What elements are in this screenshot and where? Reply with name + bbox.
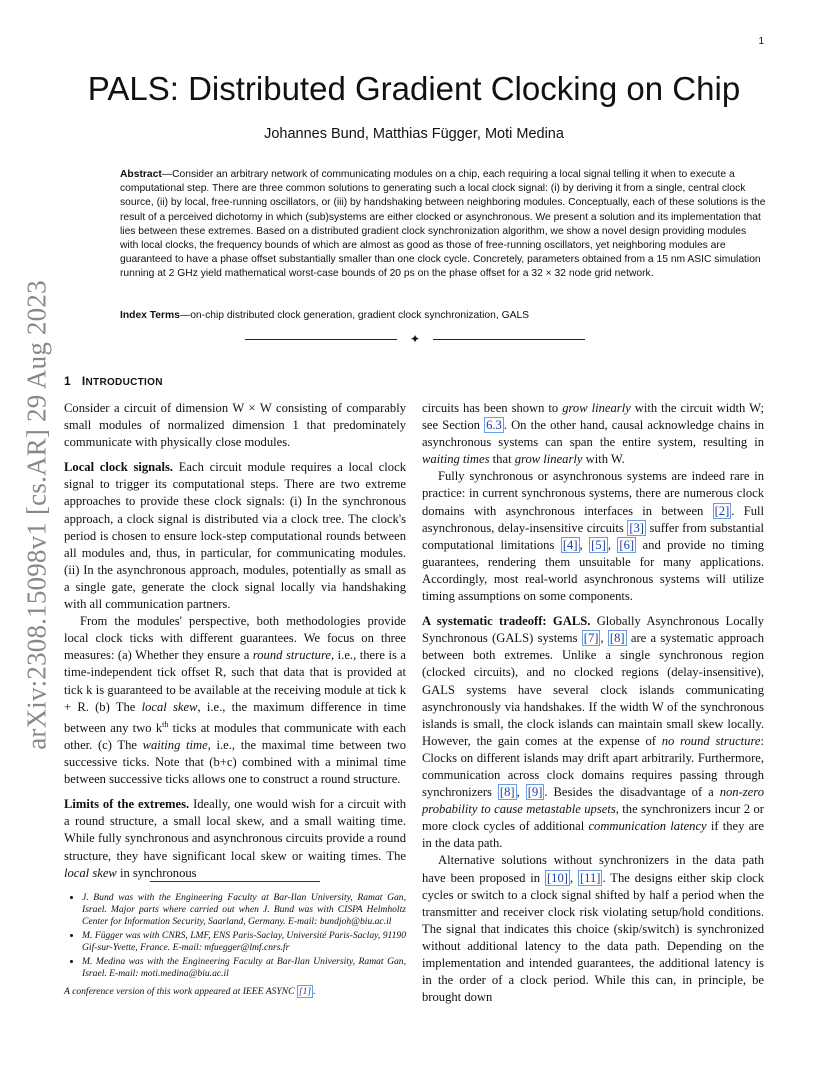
text: that xyxy=(489,452,515,467)
text: with W. xyxy=(582,452,625,467)
left-column xyxy=(64,400,406,882)
text: . On the other hand, causal acknowledge chains in asynchronous systems can span the entire system, resulting in xyxy=(422,418,764,450)
emphasis: waiting time xyxy=(142,737,208,752)
abstract-text: —Consider an arbitrary network of communicating modules on a chip, each requiring a local signal telling it when to execute a computational step. There are three common solutions to generating such a local clock signal: (i) by deriving it from a single, central clock source, (ii) by local, free-running oscillators, or (iii) by handshaking between neighboring modules. Conceptually, each of these solutions is the result of a perceived dichotomy in which (sub)systems are either clocked or asynchronous. We present a solution and its implementation that lies between these extremes. Based on a distributed gradient clock synchronization algorithm, we show a novel design providing modules with local clocks, the frequency bounds of which are almost as good as those of free-running oscillators, yet neighboring modules are guaranteed to have a phase offset substantially smaller than one clock cycle. Concretely, parameters obtained from a 15 nm ASIC simulation running at 2 GHz yield mathematical worst-case bounds of 20 ps on the phase offset for a 32 × 32 node grid network. xyxy=(120,169,766,280)
emphasis: local skew xyxy=(141,699,198,714)
paragraph xyxy=(64,459,406,613)
citation-link[interactable]: [4] xyxy=(562,537,578,552)
paragraph-heading: Limits of the extremes. xyxy=(64,797,190,812)
citation-link[interactable]: [7] xyxy=(583,631,599,646)
paragraph-heading: A systematic tradeoff: GALS. xyxy=(422,614,591,629)
divider-line-left xyxy=(245,339,397,340)
conference-note xyxy=(64,986,406,998)
index-terms xyxy=(120,310,766,321)
abstract-label: Abstract xyxy=(120,169,162,180)
text: A conference version of this work appeared at IEEE ASYNC xyxy=(64,986,297,997)
paragraph: Alternative solutions without synchronizers in the data path have been proposed in [10] , [11] . The designs either skip clock cycles or switch to a clock signal shifted by half a period when the transmitter and receiver clock risk violating setup/hold conditions. The signal that indicates this choice (skip/switch) is synchronized without additional latency to the data path. Depending on the implementation and intended guarantees, the additional latency is in the order of a clock period. While this can, in principle, be brought down xyxy=(422,853,765,1005)
text: with the circuit width W; see Section xyxy=(422,401,764,433)
text: : Clocks on different islands may drift apart arbitrarily. Furthermore, communication across clock domains requires passing through synchronizers xyxy=(422,733,764,800)
paragraph: A systematic tradeoff: GALS. Globally Asynchronous Locally Synchronous (GALS) systems [7] , [8] are a systematic approach between both extremes. Unlike a single synchronous region (clocked circuits), and no clocked regions (delay-insensitive), GALS systems have several clock islands communicating asynchronously via handshakes. If the width W of the synchronous islands is small, the clock islands can maintain small skew locally. However, the gain comes at the expense of no round structure: Clocks on different islands may drift apart arbitrarily. Furthermore, communication across clock domains requires passing through synchronizers [8] , [9] . Besides the disadvantage of a non-zero probability to cause metastable upsets, the synchronizers incur 2 or more clock cycles of additional communication latency if they are in the data path. xyxy=(422,614,765,851)
emphasis: non-zero probability to cause metastable upsets xyxy=(422,785,764,817)
citation-link[interactable]: [8] xyxy=(499,785,515,800)
text: , the synchronizers incur 2 or more clock cycles of additional xyxy=(422,802,764,834)
citation-link[interactable]: [9] xyxy=(527,785,543,800)
text: . Full asynchronous, delay-insensitive circuits xyxy=(422,503,764,535)
paragraph xyxy=(422,400,764,468)
emphasis: no round structure xyxy=(661,733,761,748)
text: From the modules' perspective, both methodologies provide local clock ticks with different guarantees. We focus on three measures: (a) Whether they ensure a xyxy=(64,614,406,663)
emphasis: grow linearly xyxy=(562,401,631,415)
paragraph: Consider a circuit of dimension W × W consisting of comparably small modules of normalized dimension 1 that predominately communicate with physically close modules. xyxy=(64,401,406,450)
diamond-icon: ✦ xyxy=(409,332,421,346)
index-terms-label: Index Terms xyxy=(120,310,180,321)
text: Alternative solutions without synchronizers in the data path have been proposed in xyxy=(422,853,764,885)
text: are a systematic approach between both extremes. Unlike a single synchronous region (clocked circuits), and no clocked regions (delay-insensitive), GALS systems have several clock islands communicating asynchronously via handshakes. If the width W of the synchronous islands is small, the clock islands can maintain small skew locally. However, the gain comes at the expense of xyxy=(422,631,765,748)
citation-link[interactable]: [2] xyxy=(714,503,730,518)
text: , i.e., there is a time-independent tick offset R, such that data that is provided at tick k is guaranteed to be available at the receiving module at tick k + R. (b) The xyxy=(64,648,406,714)
citation-link[interactable]: [1] xyxy=(298,986,312,997)
arxiv-stamp-text: arXiv:2308.15098v1 [cs.AR] 29 Aug 2023 xyxy=(21,280,52,750)
text: Fully synchronous or asynchronous systems are indeed rare in practice: in current synchronous systems, there are numerous clock domains with asynchronous interfaces in between xyxy=(422,469,764,518)
paragraph: Fully synchronous or asynchronous systems are indeed rare in practice: in current synchronous systems, there are numerous clock domains with asynchronous interfaces in between [2] . Full asynchronous, delay-insensitive circuits [3] suffer from substantial computational limitations [4] , [5] , [6] and provide no timing guarantees, rendering them unsuitable for many applications. Accordingly, most real-world asynchronous systems will utilize timing assumptions on some components. xyxy=(422,469,765,604)
arxiv-stamp xyxy=(20,280,54,750)
footnotes xyxy=(64,892,406,998)
citation-link[interactable]: [8] xyxy=(609,631,625,646)
paragraph xyxy=(64,613,406,788)
text: . Besides the disadvantage of a xyxy=(544,785,720,800)
text: in synchronous xyxy=(116,865,197,880)
page-number: 1 xyxy=(758,36,764,47)
paper-title: PALS: Distributed Gradient Clocking on Chip xyxy=(87,70,741,107)
emphasis: round structure xyxy=(252,648,331,663)
text: . The designs either skip clock cycles or switch to a clock signal shifted by half a period when the transmitter and receiver clock risk violating setup/hold conditions. The signal that indicates this choice (skip/switch) is synchronized without additional latency to the data path. Depending on the implementation and intended guarantees, the additional latency is in the order of a clock period. While this can, in principle, be brought down xyxy=(422,870,765,1005)
paragraph-text: Each circuit module requires a local clock signal to trigger its computational steps. There are two extreme approaches to provide these clock signals: (i) In the synchronous approach, a clock signal is distributed via a clock tree. The clock's period is chosen to ensure lock-step computational rounds between all modules and, thus, in particular, for communicating modules. (ii) In the asynchronous approach, modules, potentially as small as a single gate, generate the clock signal locally via handshaking with all communication partners. xyxy=(64,460,406,612)
citation-link[interactable]: [5] xyxy=(591,537,606,552)
footnote-item: • J. Bund was with the Engineering Faculty at Bar-Ilan University, Ramat Gan, Israel. Major parts where carried out when J. Bund was with CISPA Helmholtz Center for Information Security, Saarland, Germany. E-mail: bundjoh@biu.ac.il xyxy=(82,892,406,928)
abstract xyxy=(120,168,766,282)
paragraph xyxy=(64,796,406,881)
footnote-item: • M. Függer was with CNRS, LMF, ENS Paris-Saclay, Université Paris-Saclay, 91190 Gif-sur-Yvette, France. E-mail: mfuegger@lmf.cnrs.fr xyxy=(82,930,406,954)
section-divider xyxy=(245,332,585,346)
section-link[interactable]: 6.3 xyxy=(486,418,502,433)
index-terms-text: —on-chip distributed clock generation, gradient clock synchronization, GALS xyxy=(179,310,530,321)
emphasis: local skew xyxy=(64,865,117,880)
section-heading xyxy=(64,374,163,388)
citation-link[interactable]: [3] xyxy=(629,520,644,535)
text: circuits has been shown to xyxy=(422,401,563,415)
emphasis: grow linearly xyxy=(514,452,583,467)
section-title-first: I xyxy=(81,374,86,388)
citation-link[interactable]: [6] xyxy=(619,537,635,552)
superscript: th xyxy=(162,719,169,729)
text: Ideally, one would wish for a circuit with a round structure, a small local skew, and a small waiting time. While fully synchronous and asynchronous circuits provide a round structure, they have significant local skew or waiting times. The xyxy=(64,797,406,863)
text: suffer from substantial computational limitations xyxy=(422,520,764,552)
text: Globally Asynchronous Locally Synchronous (GALS) systems xyxy=(422,614,764,646)
authors: Johannes Bund, Matthias Függer, Moti Medina xyxy=(264,126,564,142)
text: , i.e., the maximal time between two successive ticks. Note that (b+c) combined with a minimal time between successive ticks allows one to construct a round structure. xyxy=(64,737,406,787)
footnote-item: • M. Medina was with the Engineering Faculty at Bar-Ilan University, Ramat Gan, Israel. E-mail: moti.medina@biu.ac.il xyxy=(82,956,406,980)
text: . xyxy=(313,986,316,997)
citation-link[interactable]: [11] xyxy=(579,870,601,885)
section-number: 1 xyxy=(64,374,71,388)
emphasis: waiting times xyxy=(422,452,490,467)
text: , i.e., the maximum difference in time between any two k xyxy=(64,699,407,735)
text: if they are in the data path. xyxy=(422,819,764,851)
emphasis: communication latency xyxy=(588,819,707,834)
paragraph-heading: Local clock signals. xyxy=(64,460,174,475)
right-column xyxy=(422,400,764,1006)
section-title-rest: NTRODUCTION xyxy=(85,377,163,388)
footnote-rule xyxy=(150,881,320,882)
citation-link[interactable]: [10] xyxy=(546,870,568,885)
divider-line-right xyxy=(433,339,585,340)
text: ticks at modules that communicate with each other. (c) The xyxy=(64,720,406,752)
text: and provide no timing guarantees, rendering them unsuitable for many applications. Accordingly, most real-world asynchronous systems will utilize timing assumptions on some components. xyxy=(422,537,765,604)
